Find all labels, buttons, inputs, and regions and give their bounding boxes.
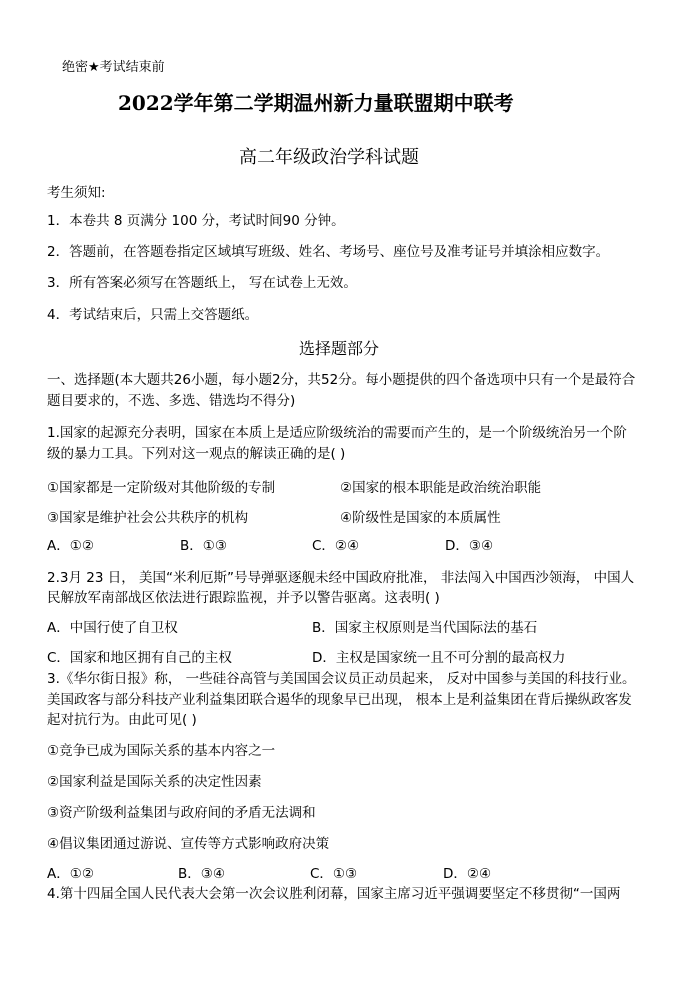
section-intro: 题目要求的，不选、多选、错选均不得分): [47, 393, 296, 409]
statement-2: ②国家利益是国际关系的决定性因素: [47, 774, 262, 790]
instruction-item: 2．答题前，在答题卷指定区域填写班级、姓名、考场号、座位号及准考证号并填涂相应数字。: [47, 244, 610, 260]
exam-title: 2022学年第二学期温州新力量联盟期中联考: [118, 91, 514, 115]
statement-1: ①国家都是一定阶级对其他阶级的专制: [47, 480, 276, 496]
option-b: B．③④: [178, 866, 225, 882]
statement-3: ③资产阶级利益集团与政府间的矛盾无法调和: [47, 805, 316, 821]
question-stem: 4.第十四届全国人民代表大会第一次会议胜利闭幕，国家主席习近平强调要坚定不移贯彻“一国两: [47, 886, 621, 902]
question-stem: 起对抗行为。由此可见( ): [47, 712, 197, 728]
question-stem: 级的暴力工具。下列对这一观点的解读正确的是( ): [47, 446, 346, 462]
instruction-item: 4．考试结束后，只需上交答题纸。: [47, 307, 259, 323]
question-stem: 1.国家的起源充分表明，国家在本质上是适应阶级统治的需要而产生的，是一个阶级统治另一个阶: [47, 425, 627, 441]
exam-subtitle: 高二年级政治学科试题: [239, 147, 419, 168]
option-b: B．国家主权原则是当代国际法的基石: [312, 620, 538, 636]
question-stem: 美国政客与部分科技产业利益集团联合遏华的现象早已出现， 根本上是利益集团在背后操纵政客发: [47, 692, 632, 708]
option-a: A．中国行使了自卫权: [47, 620, 178, 636]
option-d: D．②④: [443, 866, 492, 882]
instruction-item: 3．所有答案必须写在答题纸上， 写在试卷上无效。: [47, 275, 357, 291]
option-d: D．主权是国家统一且不可分割的最高权力: [312, 650, 566, 666]
option-b: B．①③: [180, 538, 227, 554]
statement-4: ④阶级性是国家的本质属性: [340, 510, 501, 526]
option-c: C．②④: [312, 538, 360, 554]
question-stem: 2.3月 23 日， 美国“米利厄斯”号导弹驱逐舰未经中国政府批准， 非法闯入中国西沙领海， 中国人: [47, 570, 635, 586]
option-a: A．①②: [47, 866, 94, 882]
option-d: D．③④: [445, 538, 494, 554]
confidential-label: 绝密★考试结束前: [62, 60, 165, 75]
instructions-heading: 考生须知:: [47, 185, 106, 201]
statement-4: ④倡议集团通过游说、宣传等方式影响政府决策: [47, 836, 330, 852]
statement-3: ③国家是维护社会公共秩序的机构: [47, 510, 249, 526]
section-intro: 一、选择题(本大题共26小题，每小题2分，共52分。每小题提供的四个备选项中只有一个是最符合: [47, 372, 636, 388]
section-title: 选择题部分: [299, 339, 380, 358]
option-a: A．①②: [47, 538, 94, 554]
statement-1: ①竞争已成为国际关系的基本内容之一: [47, 743, 276, 759]
statement-2: ②国家的根本职能是政治统治职能: [340, 480, 542, 496]
instruction-item: 1．本卷共 8 页满分 100 分，考试时间90 分钟。: [47, 213, 345, 229]
question-stem: 3.《华尔街日报》称， 一些硅谷高管与美国国会议员正动员起来， 反对中国参与美国的科技行业。: [47, 671, 636, 687]
question-stem: 民解放军南部战区依法进行跟踪监视，并予以警告驱离。这表明( ): [47, 590, 440, 606]
option-c: C．国家和地区拥有自己的主权: [47, 650, 232, 666]
option-c: C．①③: [310, 866, 358, 882]
